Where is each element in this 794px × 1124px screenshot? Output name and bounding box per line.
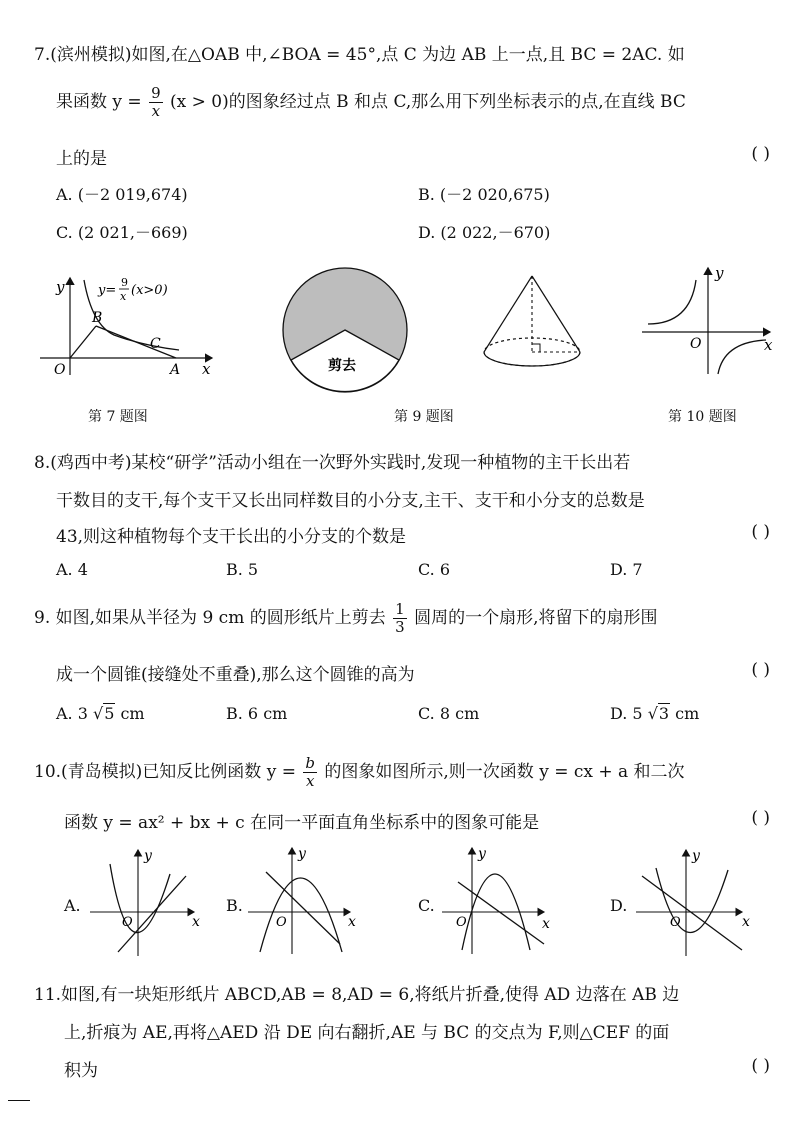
svg-text:y: y [144, 848, 152, 864]
segment-ob [70, 326, 96, 358]
q11-answer-paren: ( ) [751, 1056, 770, 1076]
q7-line2 [56, 86, 686, 119]
q9-option-b[interactable]: B. 6 cm [226, 704, 288, 723]
q10-option-a-label[interactable]: A. [64, 896, 81, 915]
svg-text:x: x [192, 914, 200, 930]
svg-text:O: O [456, 915, 467, 930]
q9-answer-paren: ( ) [751, 660, 770, 680]
q11-line1 [34, 980, 679, 1005]
q7-line1 [34, 40, 685, 65]
q11-text-1: 如图,有一块矩形纸片 ABCD,AB = 8,AD = 6,将纸片折叠,使得 AD 边落在 AB 边 [61, 985, 680, 1005]
q10-text-1b: 的图象如图所示,则一次函数 y = cx + a 和二次 [324, 762, 685, 782]
figure-7-graph [34, 270, 224, 382]
figure-10-caption: 第 10 题图 [668, 409, 737, 425]
figure-9-caption: 第 9 题图 [394, 409, 454, 425]
func-label-den: x [120, 290, 127, 303]
label-b: B [92, 310, 103, 326]
svg-text:O: O [122, 915, 133, 930]
q10-number: 10. [34, 762, 62, 782]
q8-line1 [34, 448, 630, 473]
q8-option-a[interactable]: A. 4 [56, 560, 88, 579]
q11-line3: 积为 [64, 1061, 98, 1081]
figure-9-circle [272, 266, 418, 396]
q10-option-c-graph[interactable] [440, 844, 556, 956]
q8-option-c[interactable]: C. 6 [418, 560, 451, 579]
q10-source: (青岛模拟) [61, 762, 143, 782]
q8-text-1: 某校“研学”活动小组在一次野外实践时,发现一种植物的主干长出若 [131, 453, 631, 473]
svg-text:y: y [692, 848, 700, 864]
q10-option-d-label[interactable]: D. [610, 896, 628, 915]
q10-line2: 函数 y = ax² + bx + c 在同一平面直角坐标系中的图象可能是 [64, 813, 540, 833]
page-corner-mark [8, 1100, 30, 1101]
q8-number: 8. [34, 453, 51, 473]
q10-fraction: $\frac{b}{x}$ [305, 754, 315, 790]
q7-text-1: 如图,在△OAB 中,∠BOA = 45°,点 C 为边 AB 上一点,且 BC = 2AC. 如 [131, 45, 685, 65]
svg-text:y: y [478, 846, 486, 862]
q7-line3: 上的是 [56, 149, 107, 169]
q9-line2: 成一个圆锥(接缝处不重叠),那么这个圆锥的高为 [56, 665, 415, 685]
label-x: x [202, 360, 211, 378]
q11-line2: 上,折痕为 AE,再将△AED 沿 DE 向右翻折,AE 与 BC 的交点为 F,则△CEF 的面 [64, 1023, 670, 1043]
figure-7-caption: 第 7 题图 [88, 409, 148, 425]
q10-line1 [34, 756, 685, 789]
q8-answer-paren: ( ) [751, 522, 770, 542]
q9-fraction: $\frac{1}{3}$ [395, 600, 405, 636]
q10-option-c-label[interactable]: C. [418, 896, 435, 915]
svg-text:x: x [764, 336, 773, 354]
q7-fraction: $\frac{9}{x}$ [151, 84, 161, 120]
cut-label: 剪去 [328, 358, 356, 374]
q9-text-1a: 如图,如果从半径为 9 cm 的圆形纸片上剪去 [55, 608, 386, 628]
q7-source: (滨州模拟) [50, 45, 132, 65]
q8-option-d[interactable]: D. 7 [610, 560, 643, 579]
q10-option-b-label[interactable]: B. [226, 896, 243, 915]
q9-option-d[interactable]: D. 5 √3 cm [610, 704, 700, 723]
q7-number: 7. [34, 45, 51, 65]
q7-option-c[interactable]: C. (2 021,－669) [56, 223, 188, 242]
cone-figure [478, 272, 586, 372]
q11-number: 11. [34, 985, 62, 1005]
q7-option-b[interactable]: B. (－2 020,675) [418, 185, 550, 204]
q8-source: (鸡西中考) [50, 453, 132, 473]
q7-text-2b: (x > 0)的图象经过点 B 和点 C,那么用下列坐标表示的点,在直线 BC [170, 92, 686, 112]
func-label-num: 9 [121, 276, 128, 289]
q8-line3: 43,则这种植物每个支干长出的小分支的个数是 [56, 527, 407, 547]
q7-answer-paren: ( ) [751, 144, 770, 164]
q10-option-b-graph[interactable] [246, 844, 364, 956]
figure-10-graph [640, 262, 780, 378]
svg-text:O: O [690, 336, 702, 352]
label-c: C [150, 336, 161, 352]
q9-line1 [34, 602, 657, 635]
label-a: A [170, 362, 181, 378]
svg-text:x: x [348, 914, 356, 930]
svg-text:y: y [715, 264, 724, 282]
svg-text:O: O [670, 915, 681, 930]
q10-option-a-graph[interactable] [88, 846, 208, 958]
q10-text-1a: 已知反比例函数 y = [142, 762, 296, 782]
segment-ba [96, 326, 176, 358]
q8-line2: 干数目的支干,每个支干又长出同样数目的小分支,主干、支干和小分支的总数是 [56, 491, 645, 511]
q9-option-a[interactable]: A. 3 √5 cm [56, 704, 145, 723]
q9-option-c[interactable]: C. 8 cm [418, 704, 480, 723]
func-label-y: y= [98, 283, 117, 298]
q7-option-a[interactable]: A. (－2 019,674) [56, 185, 188, 204]
label-y: y [56, 278, 65, 296]
q10-option-d-graph[interactable] [634, 846, 754, 958]
q8-option-b[interactable]: B. 5 [226, 560, 259, 579]
q9-text-1b: 圆周的一个扇形,将留下的扇形围 [414, 608, 658, 628]
svg-text:O: O [276, 915, 287, 930]
func-label-cond: (x>0) [131, 283, 168, 298]
svg-text:x: x [742, 914, 750, 930]
svg-text:y: y [298, 846, 306, 862]
q7-text-2a: 果函数 y = [56, 92, 142, 112]
q7-option-d[interactable]: D. (2 022,－670) [418, 223, 551, 242]
q10-answer-paren: ( ) [751, 808, 770, 828]
q9-number: 9. [34, 608, 51, 628]
label-o: O [54, 362, 66, 378]
svg-text:x: x [542, 916, 550, 932]
